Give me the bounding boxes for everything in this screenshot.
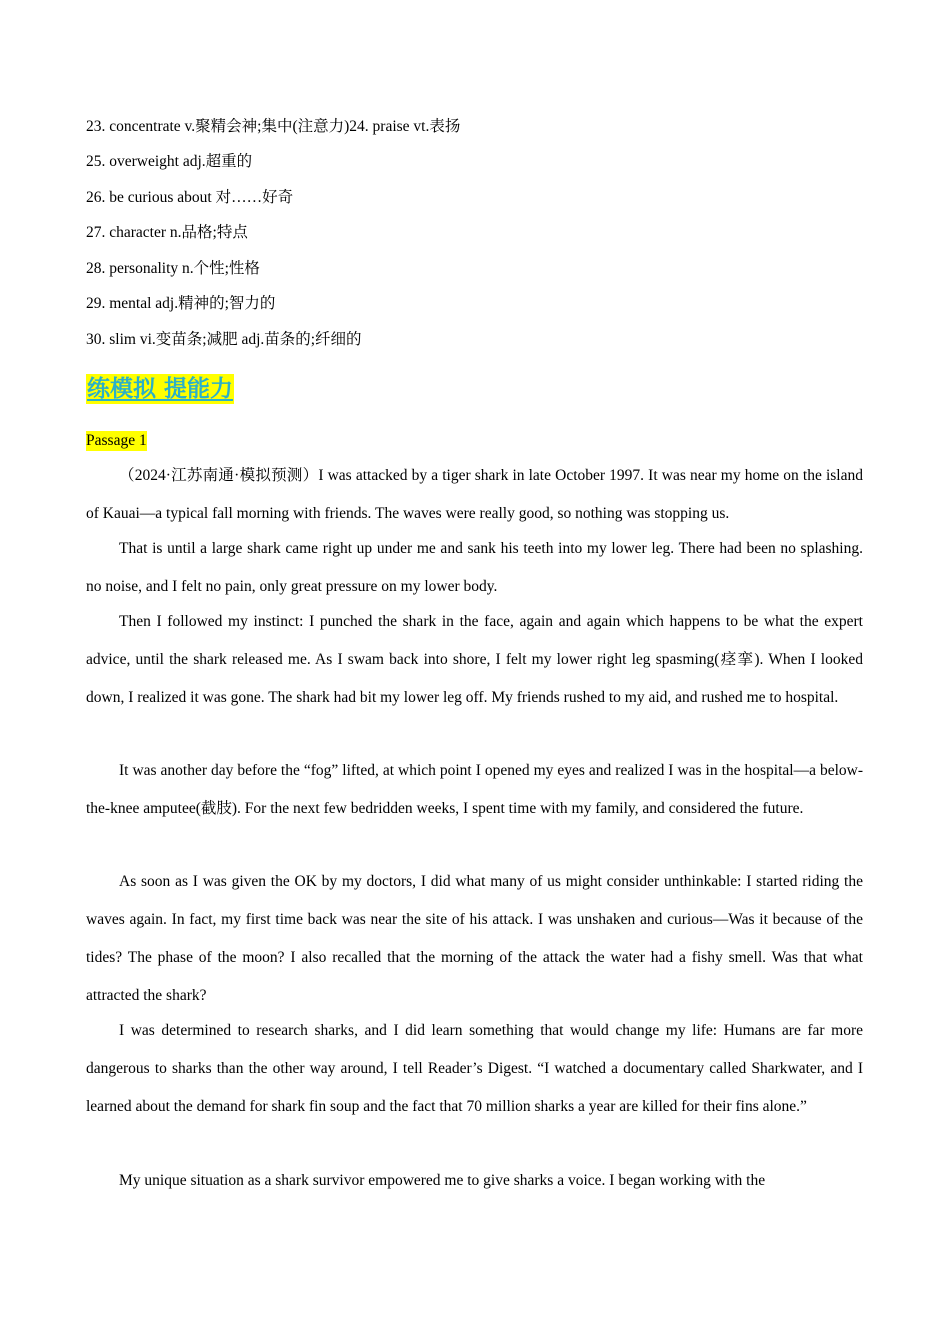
vocab-item-26: 26. be curious about 对……好奇 (86, 189, 294, 206)
vocab-item-27: 27. character n.品格;特点 (86, 224, 248, 241)
passage-label: Passage 1 (86, 432, 147, 449)
paragraph-3: Then I followed my instinct: I punched the shark in the face, again and again which happens to be what the expert advice, until the shark released me. As I swam back into shore, I felt my lower right leg spasming(痉挛). When I looked down, I realized it was gone. The shark had bit my lower leg off. My friends rushed to my aid, and rushed me to hospital. (86, 613, 863, 706)
vocab-item-23-24: 23. concentrate v.聚精会神;集中(注意力)24. praise vt.表扬 (86, 118, 461, 135)
vocab-item-28: 28. personality n.个性;性格 (86, 260, 260, 277)
paragraph-7: My unique situation as a shark survivor empowered me to give sharks a voice. I began working with the (119, 1172, 766, 1189)
vocab-item-30: 30. slim vi.变苗条;减肥 adj.苗条的;纤细的 (86, 331, 362, 348)
paragraph-5: As soon as I was given the OK by my doctors, I did what many of us might consider unthinkable: I started riding the waves again. In fact, my first time back was near the site of his attack. I was unshaken and curious—Was it because of the tides? The phase of the moon? I also recalled that the morning of the attack the water had a fishy smell. Was that what attracted the shark? (86, 873, 863, 1004)
section-heading: 练模拟 提能力 (87, 376, 234, 402)
paragraph-4: It was another day before the “fog” lifted, at which point I opened my eyes and realized I was in the hospital—a below-the-knee amputee(截肢). For the next few bedridden weeks, I spent time with my family, and considered the future. (86, 762, 863, 817)
paragraph-1: （2024·江苏南通·模拟预测）I was attacked by a tiger shark in late October 1997. It was near my home on the island of Kauai—a typical fall morning with friends. The waves were really good, so nothing was stopping us. (86, 467, 863, 522)
vocab-item-25: 25. overweight adj.超重的 (86, 153, 253, 170)
vocab-item-29: 29. mental adj.精神的;智力的 (86, 295, 276, 312)
paragraph-2: That is until a large shark came right up under me and sank his teeth into my lower leg. There had been no splashing. no noise, and I felt no pain, only great pressure on my lower body. (86, 540, 863, 595)
paragraph-6: I was determined to research sharks, and I did learn something that would change my life: Humans are far more dangerous to sharks than the other way around, I tell Reader’s Digest. “I watched a documentary called Sharkwater, and I learned about the demand for shark fin soup and the fact that 70 million sharks a year are killed for their fins alone.” (86, 1022, 863, 1115)
